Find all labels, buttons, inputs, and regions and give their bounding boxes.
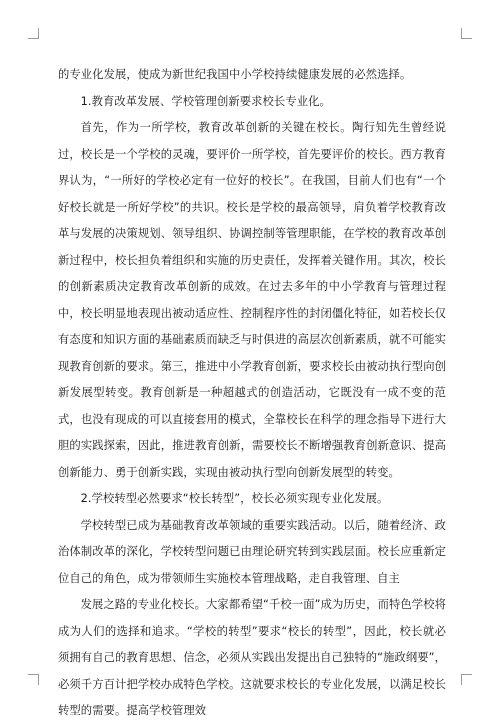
paragraph-continuation: 的专业化发展，使成为新世纪我国中小学校持续健康发展的必然选择。 bbox=[58, 68, 412, 81]
paragraph: 首先，作为一所学校，教育改革创新的关键在校长。陶行知先生曾经说过，校长是一个学校的灵魂，要评价一所学校，首先要评价的校长。西方教育界认为，“一所好的学校必定有一位好的校长”。在我国，目前人们也有“一个好校长就是一所好学校”的共识。校长是学校的最高领导，肩负着学校教育改革与发展的决策规划、领导组织、协调控制等管理职能，在学校的教育改革创新过程中，校长担负着组织和实施的历史责任，发挥着关键作用。其次，校长的创新素质决定教育改革创新的成效。在过去多年的中小学教育与管理过程中，校长明显地表现出被动适应性、控制程序性的封闭僵化特征，如若校长仅有态度和知识方面的基础素质而缺乏与时俱进的高层次创新素质，就不可能实现教育创新的要求。第三，推进中小学教育创新，要求校长由被动执行型向创新发展型转变。教育创新是一种超越式的创造活动，它既没有一成不变的范式，也没有现成的可以直接套用的模式，全靠校长在科学的理念指导下进行大胆的实践探索，因此，推进教育创新，需要校长不断增强教育创新意识、提高创新能力、勇于创新实践，实现由被动执行型向创新发展型的转变。 bbox=[58, 121, 446, 479]
section-heading-1: 1.教育改革发展、学校管理创新要求校长专业化。 bbox=[80, 94, 331, 108]
section-heading-2: 2.学校转型必然要求“校长转型”，校长必须实现专业化发展。 bbox=[80, 492, 389, 505]
paragraph: 学校转型已成为基础教育改革领域的重要实践活动。以后，随着经济、政治体制改革的深化，学校转型问题已由理论研究转到实践层面。校长应重新定位自己的角色，成为带领师生实施校本管理战略，走自我管理、自主 bbox=[58, 518, 446, 585]
crop-mark-bottom-left bbox=[28, 674, 39, 685]
crop-mark-bottom-right bbox=[461, 674, 472, 685]
crop-mark-top-right bbox=[461, 28, 472, 39]
body-text bbox=[58, 62, 446, 725]
crop-mark-top-left bbox=[28, 28, 39, 39]
paragraph: 发展之路的专业化校长。大家都希望“千校一面”成为历史，而特色学校将成为人们的选择和追求。“学校的转型”要求“校长的转型”，因此，校长就必须拥有自己的教育思想、信念，必须从实践出发提出自己独特的“施政纲要”，必须千方百计把学校办成特色学校。这就要求校长的专业化发展，以满足校长转型的需要。提高学校管理效 bbox=[58, 598, 447, 717]
